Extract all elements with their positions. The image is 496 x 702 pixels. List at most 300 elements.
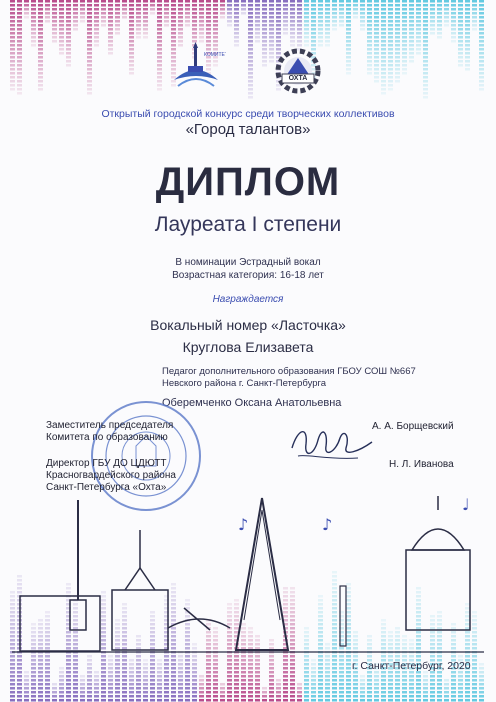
equalizer-segment	[17, 695, 22, 698]
equalizer-segment	[17, 699, 22, 702]
equalizer-segment	[304, 691, 309, 694]
equalizer-segment	[458, 32, 463, 35]
equalizer-segment	[87, 36, 92, 39]
equalizer-segment	[311, 0, 316, 3]
equalizer-segment	[10, 695, 15, 698]
equalizer-segment	[171, 0, 176, 3]
equalizer-segment	[451, 695, 456, 698]
equalizer-segment	[234, 8, 239, 11]
equalizer-segment	[157, 20, 162, 23]
equalizer-segment	[101, 695, 106, 698]
committee-logo	[166, 42, 226, 100]
equalizer-segment	[395, 695, 400, 698]
equalizer-segment	[248, 691, 253, 694]
equalizer-segment	[52, 20, 57, 23]
equalizer-segment	[178, 12, 183, 15]
equalizer-segment	[339, 691, 344, 694]
equalizer-segment	[227, 691, 232, 694]
equalizer-segment	[409, 60, 414, 63]
equalizer-segment	[45, 20, 50, 23]
equalizer-segment	[38, 0, 43, 3]
equalizer-segment	[374, 64, 379, 67]
equalizer-segment	[129, 24, 134, 27]
equalizer-segment	[381, 88, 386, 91]
equalizer-segment	[269, 24, 274, 27]
equalizer-segment	[94, 8, 99, 11]
equalizer-segment	[381, 40, 386, 43]
equalizer-segment	[143, 0, 148, 3]
equalizer-segment	[479, 64, 484, 67]
equalizer-segment	[388, 40, 393, 43]
equalizer-segment	[255, 12, 260, 15]
equalizer-segment	[192, 28, 197, 31]
equalizer-segment	[269, 20, 274, 23]
equalizer-segment	[311, 4, 316, 7]
equalizer-segment	[262, 40, 267, 43]
equalizer-segment	[367, 691, 372, 694]
equalizer-segment	[157, 12, 162, 15]
equalizer-segment	[297, 16, 302, 19]
equalizer-segment	[73, 20, 78, 23]
equalizer-segment	[24, 4, 29, 7]
equalizer-segment	[395, 24, 400, 27]
equalizer-segment	[94, 24, 99, 27]
signatory-2-role-line1: Директор ГБУ ДО ЦДЮТТ	[46, 458, 167, 469]
equalizer-segment	[220, 691, 225, 694]
equalizer-segment	[290, 691, 295, 694]
equalizer-segment	[353, 691, 358, 694]
equalizer-segment	[87, 8, 92, 11]
equalizer-segment	[311, 24, 316, 27]
equalizer-segment	[283, 28, 288, 31]
equalizer-segment	[171, 691, 176, 694]
equalizer-segment	[59, 699, 64, 702]
equalizer-segment	[423, 96, 428, 99]
equalizer-segment	[115, 0, 120, 3]
equalizer-segment	[94, 16, 99, 19]
equalizer-segment	[199, 36, 204, 39]
equalizer-segment	[115, 695, 120, 698]
equalizer-segment	[45, 0, 50, 3]
equalizer-segment	[171, 695, 176, 698]
equalizer-segment	[262, 12, 267, 15]
equalizer-segment	[73, 4, 78, 7]
equalizer-segment	[31, 12, 36, 15]
equalizer-segment	[164, 695, 169, 698]
equalizer-segment	[80, 4, 85, 7]
equalizer-segment	[304, 12, 309, 15]
equalizer-segment	[220, 695, 225, 698]
equalizer-segment	[395, 60, 400, 63]
equalizer-segment	[381, 68, 386, 71]
equalizer-segment	[87, 68, 92, 71]
equalizer-segment	[339, 695, 344, 698]
equalizer-segment	[10, 84, 15, 87]
equalizer-segment	[360, 691, 365, 694]
equalizer-segment	[87, 699, 92, 702]
equalizer-segment	[465, 32, 470, 35]
equalizer-segment	[66, 48, 71, 51]
equalizer-segment	[143, 20, 148, 23]
equalizer-segment	[59, 12, 64, 15]
equalizer-segment	[31, 0, 36, 3]
equalizer-segment	[269, 8, 274, 11]
equalizer-segment	[276, 20, 281, 23]
equalizer-segment	[150, 699, 155, 702]
equalizer-segment	[171, 4, 176, 7]
equalizer-segment	[10, 68, 15, 71]
equalizer-segment	[465, 20, 470, 23]
equalizer-segment	[38, 691, 43, 694]
equalizer-segment	[108, 8, 113, 11]
equalizer-segment	[374, 40, 379, 43]
equalizer-segment	[423, 72, 428, 75]
equalizer-segment	[192, 36, 197, 39]
equalizer-segment	[31, 28, 36, 31]
equalizer-segment	[472, 28, 477, 31]
equalizer-segment	[472, 20, 477, 23]
equalizer-segment	[17, 80, 22, 83]
equalizer-segment	[290, 0, 295, 3]
equalizer-segment	[59, 28, 64, 31]
equalizer-segment	[157, 695, 162, 698]
equalizer-segment	[157, 44, 162, 47]
equalizer-segment	[262, 64, 267, 67]
equalizer-segment	[255, 699, 260, 702]
equalizer-segment	[38, 32, 43, 35]
equalizer-segment	[248, 88, 253, 91]
equalizer-segment	[157, 84, 162, 87]
equalizer-segment	[318, 24, 323, 27]
equalizer-segment	[297, 36, 302, 39]
equalizer-segment	[234, 32, 239, 35]
equalizer-segment	[248, 16, 253, 19]
equalizer-segment	[437, 32, 442, 35]
equalizer-segment	[472, 691, 477, 694]
equalizer-segment	[192, 12, 197, 15]
equalizer-segment	[395, 0, 400, 3]
equalizer-segment	[241, 699, 246, 702]
equalizer-segment	[87, 24, 92, 27]
equalizer-segment	[381, 84, 386, 87]
equalizer-segment	[346, 64, 351, 67]
equalizer-segment	[241, 8, 246, 11]
equalizer-segment	[430, 24, 435, 27]
signatory-1-name: А. А. Борщевский	[372, 421, 454, 432]
equalizer-segment	[94, 36, 99, 39]
equalizer-segment	[304, 4, 309, 7]
equalizer-segment	[332, 699, 337, 702]
equalizer-segment	[248, 48, 253, 51]
equalizer-segment	[332, 8, 337, 11]
equalizer-segment	[374, 28, 379, 31]
equalizer-segment	[318, 28, 323, 31]
equalizer-segment	[367, 40, 372, 43]
equalizer-segment	[94, 4, 99, 7]
equalizer-segment	[122, 0, 127, 3]
equalizer-segment	[388, 20, 393, 23]
equalizer-segment	[269, 4, 274, 7]
equalizer-segment	[17, 0, 22, 3]
equalizer-segment	[304, 695, 309, 698]
equalizer-segment	[409, 695, 414, 698]
equalizer-segment	[381, 0, 386, 3]
equalizer-segment	[199, 0, 204, 3]
equalizer-segment	[465, 60, 470, 63]
equalizer-segment	[318, 4, 323, 7]
equalizer-segment	[318, 8, 323, 11]
equalizer-segment	[437, 28, 442, 31]
okhta-logo	[270, 46, 326, 96]
equalizer-segment	[374, 48, 379, 51]
equalizer-segment	[325, 691, 330, 694]
equalizer-segment	[10, 72, 15, 75]
equalizer-segment	[10, 88, 15, 91]
equalizer-segment	[367, 695, 372, 698]
equalizer-segment	[395, 16, 400, 19]
equalizer-segment	[66, 56, 71, 59]
equalizer-segment	[234, 20, 239, 23]
equalizer-segment	[38, 40, 43, 43]
equalizer-segment	[143, 16, 148, 19]
equalizer-segment	[360, 8, 365, 11]
equalizer-segment	[206, 4, 211, 7]
equalizer-segment	[346, 40, 351, 43]
equalizer-segment	[157, 56, 162, 59]
equalizer-segment	[17, 52, 22, 55]
equalizer-segment	[66, 16, 71, 19]
equalizer-segment	[178, 28, 183, 31]
equalizer-segment	[346, 699, 351, 702]
equalizer-segment	[248, 76, 253, 79]
equalizer-segment	[388, 44, 393, 47]
equalizer-segment	[10, 24, 15, 27]
equalizer-segment	[290, 20, 295, 23]
equalizer-segment	[472, 699, 477, 702]
equalizer-segment	[262, 8, 267, 11]
equalizer-segment	[346, 16, 351, 19]
equalizer-segment	[423, 44, 428, 47]
equalizer-segment	[17, 8, 22, 11]
equalizer-segment	[395, 691, 400, 694]
equalizer-segment	[108, 4, 113, 7]
equalizer-segment	[73, 16, 78, 19]
equalizer-segment	[52, 12, 57, 15]
equalizer-segment	[402, 699, 407, 702]
equalizer-segment	[290, 699, 295, 702]
equalizer-segment	[374, 60, 379, 63]
equalizer-segment	[402, 52, 407, 55]
equalizer-segment	[465, 4, 470, 7]
committee-education-icon	[166, 42, 226, 100]
equalizer-segment	[395, 40, 400, 43]
equalizer-segment	[31, 695, 36, 698]
equalizer-segment	[276, 699, 281, 702]
equalizer-segment	[332, 20, 337, 23]
equalizer-segment	[409, 52, 414, 55]
equalizer-segment	[430, 691, 435, 694]
equalizer-segment	[402, 695, 407, 698]
equalizer-segment	[80, 12, 85, 15]
equalizer-segment	[87, 691, 92, 694]
equalizer-segment	[10, 16, 15, 19]
equalizer-segment	[108, 32, 113, 35]
equalizer-segment	[31, 36, 36, 39]
equalizer-segment	[367, 32, 372, 35]
equalizer-segment	[458, 16, 463, 19]
equalizer-segment	[59, 691, 64, 694]
equalizer-segment	[304, 24, 309, 27]
equalizer-segment	[451, 24, 456, 27]
equalizer-segment	[129, 68, 134, 71]
equalizer-segment	[423, 64, 428, 67]
equalizer-segment	[87, 56, 92, 59]
equalizer-segment	[150, 4, 155, 7]
equalizer-segment	[283, 699, 288, 702]
equalizer-segment	[353, 695, 358, 698]
equalizer-segment	[297, 8, 302, 11]
equalizer-segment	[388, 72, 393, 75]
equalizer-segment	[458, 44, 463, 47]
equalizer-segment	[31, 44, 36, 47]
equalizer-segment	[45, 4, 50, 7]
equalizer-segment	[199, 32, 204, 35]
equalizer-segment	[353, 699, 358, 702]
equalizer-segment	[423, 24, 428, 27]
equalizer-segment	[388, 12, 393, 15]
equalizer-segment	[465, 56, 470, 59]
equalizer-segment	[423, 52, 428, 55]
equalizer-segment	[122, 699, 127, 702]
equalizer-segment	[66, 12, 71, 15]
equalizer-segment	[346, 24, 351, 27]
equalizer-segment	[136, 8, 141, 11]
equalizer-segment	[304, 20, 309, 23]
equalizer-segment	[234, 28, 239, 31]
equalizer-segment	[444, 4, 449, 7]
equalizer-segment	[325, 4, 330, 7]
equalizer-segment	[248, 72, 253, 75]
equalizer-segment	[59, 36, 64, 39]
equalizer-segment	[402, 44, 407, 47]
equalizer-segment	[311, 36, 316, 39]
equalizer-segment	[38, 56, 43, 59]
equalizer-segment	[290, 16, 295, 19]
equalizer-segment	[402, 0, 407, 3]
equalizer-segment	[290, 8, 295, 11]
equalizer-segment	[59, 20, 64, 23]
equalizer-segment	[10, 40, 15, 43]
equalizer-segment	[458, 64, 463, 67]
equalizer-segment	[59, 695, 64, 698]
equalizer-segment	[262, 699, 267, 702]
equalizer-segment	[304, 28, 309, 31]
equalizer-segment	[129, 52, 134, 55]
equalizer-segment	[416, 40, 421, 43]
equalizer-segment	[234, 691, 239, 694]
equalizer-segment	[66, 44, 71, 47]
equalizer-segment	[227, 0, 232, 3]
equalizer-segment	[409, 699, 414, 702]
equalizer-segment	[346, 44, 351, 47]
signatory-2-role-line2: Красногвардейского района	[46, 470, 176, 481]
equalizer-segment	[416, 28, 421, 31]
equalizer-segment	[31, 20, 36, 23]
equalizer-segment	[38, 84, 43, 87]
equalizer-segment	[129, 20, 134, 23]
equalizer-segment	[465, 0, 470, 3]
equalizer-segment	[290, 36, 295, 39]
equalizer-segment	[157, 60, 162, 63]
equalizer-segment	[374, 16, 379, 19]
equalizer-segment	[458, 36, 463, 39]
equalizer-segment	[80, 8, 85, 11]
equalizer-segment	[409, 40, 414, 43]
equalizer-segment	[101, 20, 106, 23]
equalizer-segment	[248, 699, 253, 702]
equalizer-segment	[290, 32, 295, 35]
equalizer-segment	[136, 699, 141, 702]
equalizer-segment	[262, 60, 267, 63]
equalizer-segment	[444, 12, 449, 15]
equalizer-segment	[101, 699, 106, 702]
equalizer-segment	[17, 44, 22, 47]
equalizer-segment	[360, 24, 365, 27]
equalizer-segment	[94, 0, 99, 3]
equalizer-segment	[311, 8, 316, 11]
equalizer-segment	[157, 8, 162, 11]
equalizer-segment	[479, 16, 484, 19]
equalizer-segment	[73, 0, 78, 3]
equalizer-segment	[199, 12, 204, 15]
equalizer-segment	[276, 8, 281, 11]
equalizer-segment	[269, 16, 274, 19]
equalizer-segment	[164, 0, 169, 3]
equalizer-segment	[423, 8, 428, 11]
equalizer-segment	[465, 691, 470, 694]
equalizer-segment	[465, 8, 470, 11]
equalizer-segment	[248, 80, 253, 83]
equalizer-segment	[38, 64, 43, 67]
equalizer-segment	[479, 32, 484, 35]
equalizer-segment	[346, 20, 351, 23]
equalizer-segment	[234, 44, 239, 47]
equalizer-segment	[346, 691, 351, 694]
equalizer-segment	[458, 24, 463, 27]
equalizer-segment	[283, 695, 288, 698]
equalizer-segment	[388, 56, 393, 59]
equalizer-segment	[458, 52, 463, 55]
equalizer-segment	[213, 32, 218, 35]
equalizer-segment	[129, 44, 134, 47]
equalizer-segment	[444, 24, 449, 27]
equalizer-segment	[388, 695, 393, 698]
equalizer-segment	[479, 0, 484, 3]
equalizer-segment	[220, 0, 225, 3]
equalizer-segment	[304, 32, 309, 35]
equalizer-segment	[52, 32, 57, 35]
equalizer-segment	[206, 16, 211, 19]
equalizer-segment	[374, 56, 379, 59]
equalizer-segment	[416, 32, 421, 35]
equalizer-segment	[192, 32, 197, 35]
equalizer-segment	[430, 12, 435, 15]
equalizer-segment	[241, 0, 246, 3]
equalizer-segment	[430, 695, 435, 698]
equalizer-segment	[367, 699, 372, 702]
equalizer-segment	[108, 12, 113, 15]
equalizer-segment	[269, 691, 274, 694]
